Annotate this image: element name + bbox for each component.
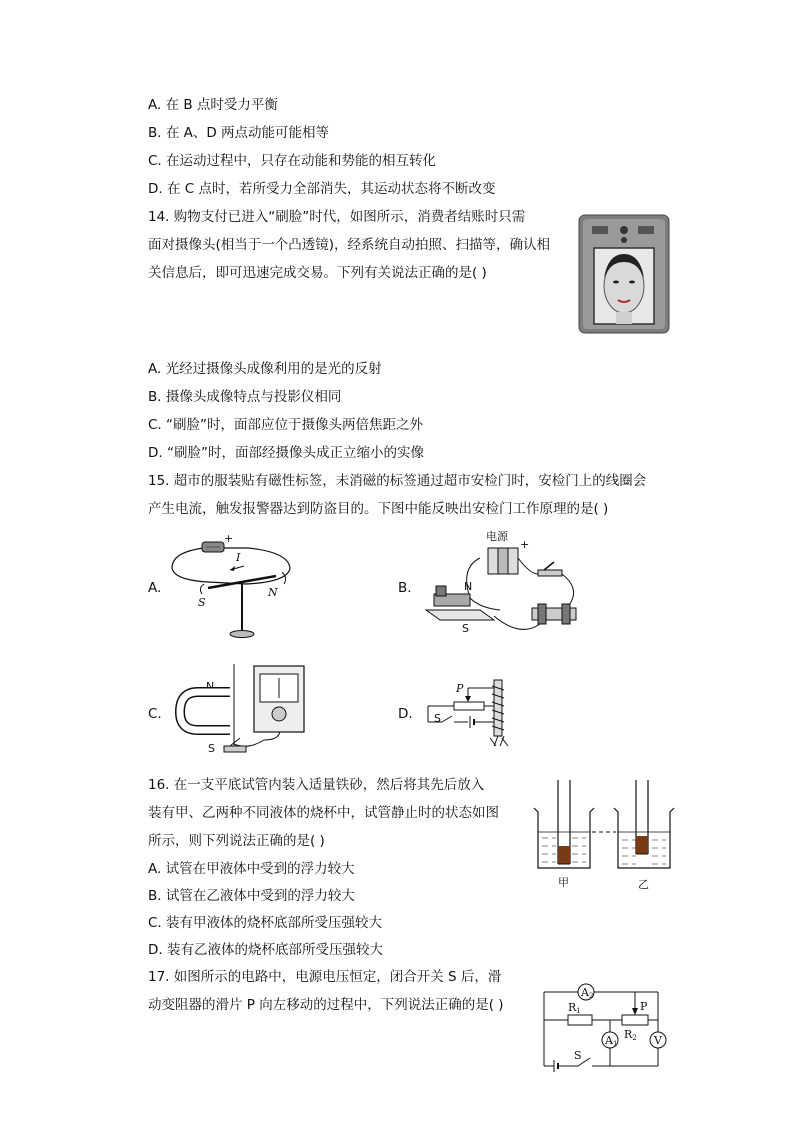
q14-face-scanner-figure (578, 214, 670, 334)
q17-ammeter-a1: A1 (605, 1034, 618, 1048)
q16-stem-line-3: 所示，则下列说法正确的是( ) (148, 833, 325, 849)
q17-resistor-r1: R1 (568, 1001, 581, 1015)
q14-stem-line-3: 关信息后，即可迅速完成交易。下列有关说法正确的是( ) (148, 265, 487, 281)
q13-option-d: D. 在 C 点时，若所受力全部消失，其运动状态将不断改变 (148, 181, 496, 197)
q15-figure-a (168, 534, 298, 640)
q16-beaker-label-jia: 甲 (558, 876, 569, 889)
q16-option-d: D. 装有乙液体的烧杯底部所受压强较大 (148, 942, 383, 958)
fig-b-s: S (462, 622, 469, 635)
q14-stem-line-1: 14. 购物支付已进入“刷脸”时代，如图所示，消费者结账时只需 (148, 209, 526, 225)
q16-beakers-figure (528, 780, 688, 892)
q16-option-a: A. 试管在甲液体中受到的浮力较大 (148, 861, 355, 877)
q13-option-a: A. 在 B 点时受力平衡 (148, 97, 278, 113)
q15-option-a-label: A. (148, 580, 162, 596)
fig-c-n: N (206, 680, 215, 693)
q16-beaker-label-yi: 乙 (638, 878, 649, 891)
q16-option-c: C. 装有甲液体的烧杯底部所受压强较大 (148, 915, 383, 931)
fig-d-p: P (456, 682, 464, 695)
fig-d-s: S (434, 712, 441, 725)
q16-option-b: B. 试管在乙液体中受到的浮力较大 (148, 888, 355, 904)
q16-stem-line-2: 装有甲、乙两种不同液体的烧杯中，试管静止时的状态如图 (148, 805, 499, 821)
fig-c-s: S (208, 742, 215, 755)
fig-b-power-label: 电源 (486, 530, 508, 543)
q15-option-c-label: C. (148, 706, 162, 722)
fig-a-current-label: I (236, 551, 241, 564)
fig-b-plus: + (520, 538, 530, 551)
q15-stem-line-1: 15. 超市的服装贴有磁性标签，未消磁的标签通过超市安检门时，安检门上的线圈会 (148, 473, 647, 489)
q14-option-d: D. “刷脸”时，面部经摄像头成正立缩小的实像 (148, 445, 424, 461)
q14-option-c: C. “刷脸”时，面部应位于摄像头两倍焦距之外 (148, 417, 423, 433)
q17-switch-s: S (574, 1049, 582, 1062)
q15-option-b-label: B. (398, 580, 412, 596)
q15-figure-b (420, 528, 595, 640)
q13-option-c: C. 在运动过程中，只存在动能和势能的相互转化 (148, 153, 437, 169)
q14-option-a: A. 光经过摄像头成像利用的是光的反射 (148, 361, 382, 377)
q13-option-b: B. 在 A、D 两点动能可能相等 (148, 125, 330, 141)
q15-stem-line-2: 产生电流，触发报警器达到防盗目的。下图中能反映出安检门工作原理的是( ) (148, 501, 609, 517)
q15-option-d-label: D. (398, 706, 413, 722)
fig-a-s: S (198, 596, 206, 609)
q15-figure-c (168, 660, 318, 764)
q14-option-b: B. 摄像头成像特点与投影仪相同 (148, 389, 342, 405)
q17-voltmeter-v: V (654, 1034, 662, 1047)
q16-stem-line-1: 16. 在一支平底试管内装入适量铁砂，然后将其先后放入 (148, 777, 485, 793)
q17-ammeter-a2: A2 (581, 986, 594, 1000)
q17-resistor-r2: R2 (624, 1028, 637, 1042)
q17-slider-p: P (640, 1000, 648, 1013)
fig-a-n: N (268, 586, 278, 599)
q15-figure-d (424, 676, 534, 750)
q17-stem-line-2: 动变阻器的滑片 P 向左移动的过程中，下列说法正确的是( ) (148, 997, 504, 1013)
fig-a-plus: + (224, 532, 234, 545)
q17-stem-line-1: 17. 如图所示的电路中，电源电压恒定，闭合开关 S 后，滑 (148, 969, 502, 985)
q14-stem-line-2: 面对摄像头(相当于一个凸透镜)，经系统自动拍照、扫描等，确认相 (148, 237, 551, 253)
q17-circuit-figure (538, 980, 678, 1072)
fig-b-n: N (464, 580, 473, 593)
